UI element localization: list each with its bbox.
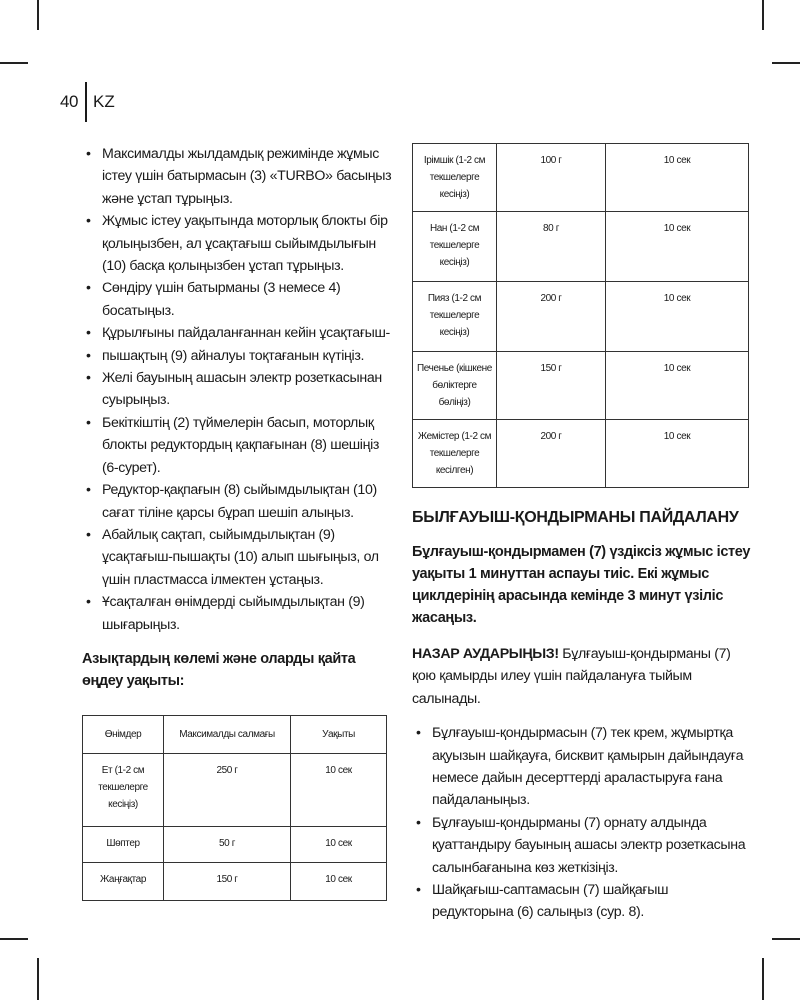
crop-mark [762,958,764,1000]
list-item: • Бұлғауыш-қондырманы (7) орнату алдында қуаттандыру бауының ашасы электр розеткасына салынбағанына көз жеткізіңіз. [412,812,752,879]
table-row [83,862,387,900]
list-item: • Сөндіру үшін батырманы (3 немесе 4) босатыңыз. [82,277,394,322]
table-cell: Жаңғақтар [83,862,164,900]
list-item: • Шайқағыш-саптамасын (7) шайқағыш редукторына (6) салыңыз (сур. 8). [412,879,752,924]
left-column [82,143,394,901]
table-cell: 200 г [497,420,606,488]
language-code: KZ [93,92,115,111]
table-cell: Ет (1-2 см текшелерге кесіңіз) [83,753,164,826]
whisk-time-warning: Бұлғауыш-қондырмамен (7) үздіксіз жұмыс істеу уақыты 1 минуттан аспауы тиіс. Екі жұмыс циклдерінің арасында кемінде 3 минут үзіліс жасаңыз. [412,544,751,626]
table-cell: 10 сек [606,144,749,212]
table-row [413,282,749,352]
table-cell: 50 г [164,826,291,862]
crop-mark [37,958,39,1000]
table-header-cell: Уақыты [291,715,387,753]
table-row [413,212,749,282]
list-item: • Жұмыс істеу уақытында моторлық блокты бір қолыңызбен, ал ұсақтағыш сыйымдылығын (10) басқа қолыңызбен ұстап тұрыңыз. [82,210,394,277]
crop-mark [772,938,800,940]
processing-table-1 [82,715,387,901]
table-cell: 10 сек [606,212,749,282]
crop-mark [0,62,28,64]
table-row [83,826,387,862]
list-item: • Редуктор-қақпағын (8) сыйымдылықтан (10) сағат тіліне қарсы бұрап шешіп алыңыз. [82,479,394,524]
table-cell: 80 г [497,212,606,282]
table-cell: 150 г [497,352,606,420]
attention-text: Бұлғауыш-қондырманы (7) қою қамырды илеу үшін пайдалануға тыйым салынады. [412,646,731,707]
table-header-cell: Максималды салмағы [164,715,291,753]
crop-mark [37,0,39,30]
section-title: БЫЛҒАУЫШ-ҚОНДЫРМАНЫ ПАЙДАЛАНУ [412,509,739,526]
table-cell: 10 сек [606,420,749,488]
list-item: • пышақтың (9) айналуы тоқтағанын күтіңіз. [82,345,394,367]
table-cell: Пияз (1-2 см текшелерге кесіңіз) [413,282,497,352]
processing-table-2 [412,143,749,488]
table-row [413,144,749,212]
right-column [412,143,752,924]
table-header-row [83,715,387,753]
crop-mark [762,0,764,30]
table-cell: 10 сек [606,282,749,352]
instruction-list [82,143,394,636]
list-item: • Ұсақталған өнімдерді сыйымдылықтан (9) шығарыңыз. [82,591,394,636]
table-cell: 100 г [497,144,606,212]
attention-paragraph [412,643,752,710]
list-item: • Желі бауының ашасын электр розеткасынан суырыңыз. [82,367,394,412]
header-divider [85,82,87,122]
table-header-cell: Өнімдер [83,715,164,753]
list-item: • Максималды жылдамдық режимінде жұмыс істеу үшін батырмасын (3) «TURBO» басыңыз және ұстап тұрыңыз. [82,143,394,210]
table-row [413,352,749,420]
table-cell: 250 г [164,753,291,826]
list-item: • Абайлық сақтап, сыйымдылықтан (9) ұсақтағыш-пышақты (10) алып шығыңыз, ол үшін пластмасса ілмектен ұстаңыз. [82,524,394,591]
list-item: • Бекіткіштің (2) түймелерін басып, моторлық блокты редуктордың қақпағынан (8) шешіңіз (6-сурет). [82,412,394,479]
table-cell: Нан (1-2 см текшелерге кесіңіз) [413,212,497,282]
volume-heading: Азықтардың көлемі және оларды қайта өңдеу уақыты: [82,650,356,689]
whisk-instruction-list [412,722,752,924]
table-cell: Шөптер [83,826,164,862]
crop-mark [0,938,28,940]
table-cell: Жемістер (1-2 см текшелерге кесілген) [413,420,497,488]
table-row [83,753,387,826]
attention-label: НАЗАР АУДАРЫҢЫЗ! [412,646,559,662]
table-cell: Ірімшік (1-2 см текшелерге кесіңіз) [413,144,497,212]
table-cell: 10 сек [291,826,387,862]
table-cell: 10 сек [606,352,749,420]
table-cell: 200 г [497,282,606,352]
table-cell: 10 сек [291,753,387,826]
list-item: • Бұлғауыш-қондырмасын (7) тек крем, жұмыртқа ақуызын шайқауға, бисквит қамырын дайындауға немесе дайын десерттерді араластыруға ғана пайдаланыңыз. [412,722,752,812]
page-number: 40 [60,92,78,111]
table-cell: Печенье (кішкене бөліктерге бөліңіз) [413,352,497,420]
table-row [413,420,749,488]
table-cell: 10 сек [291,862,387,900]
crop-mark [772,62,800,64]
table-cell: 150 г [164,862,291,900]
list-item: • Құрылғыны пайдаланғаннан кейін ұсақтағыш- [82,322,394,344]
